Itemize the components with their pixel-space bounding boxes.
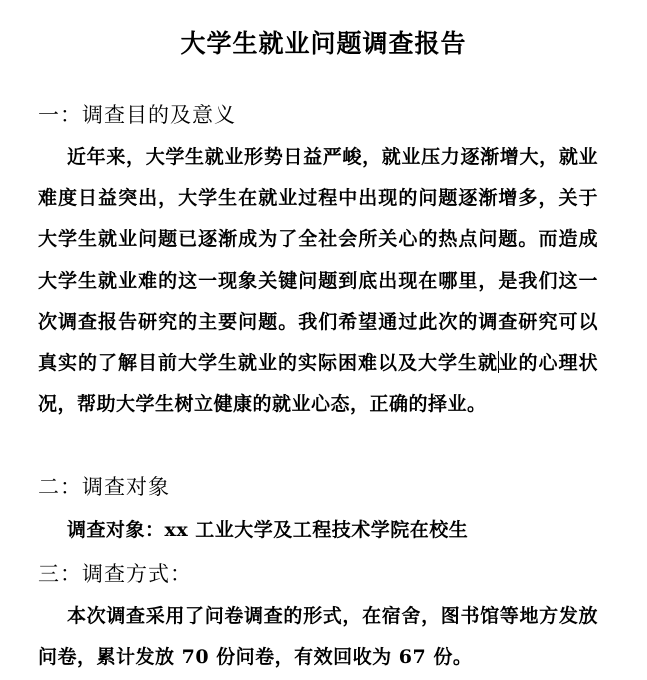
section-heading-purpose: 一：调查目的及意义	[38, 103, 236, 127]
section-heading-method: 三：调查方式：	[38, 562, 192, 586]
section-paragraph-purpose[interactable]	[38, 137, 598, 425]
paragraph-text-before-caret: 近年来，大学生就业形势日益严峻，就业压力逐渐增大，就业难度日益突出，大学生在就业过程中出现的问题逐渐增多，关于大学生就业问题已逐渐成为了全社会所关心的热点问题。而造成大学生就业难的这一现象关键问题到底出现在哪里，是我们这一次调查报告研究的主要问题。我们希望通过此次的调查研究可以真实的了解目前大学生就业的实际困难以及大学生就	[38, 146, 598, 375]
section-heading-subjects: 二：调查对象	[38, 475, 170, 499]
section-paragraph-subjects[interactable]: 调查对象：xx 工业大学及工程技术学院在校生	[67, 519, 469, 541]
paragraph-text-after-caret: 业的心理状况，帮助大学生树立健康的就业心态，正确的择业。	[38, 352, 598, 416]
section-paragraph-method[interactable]: 本次调查采用了问卷调查的形式，在宿舍，图书馆等地方发放问卷，累计发放 70 份问卷，有效回收为 67 份。	[38, 605, 598, 669]
document-title: 大学生就业问题调查报告	[180, 29, 467, 58]
